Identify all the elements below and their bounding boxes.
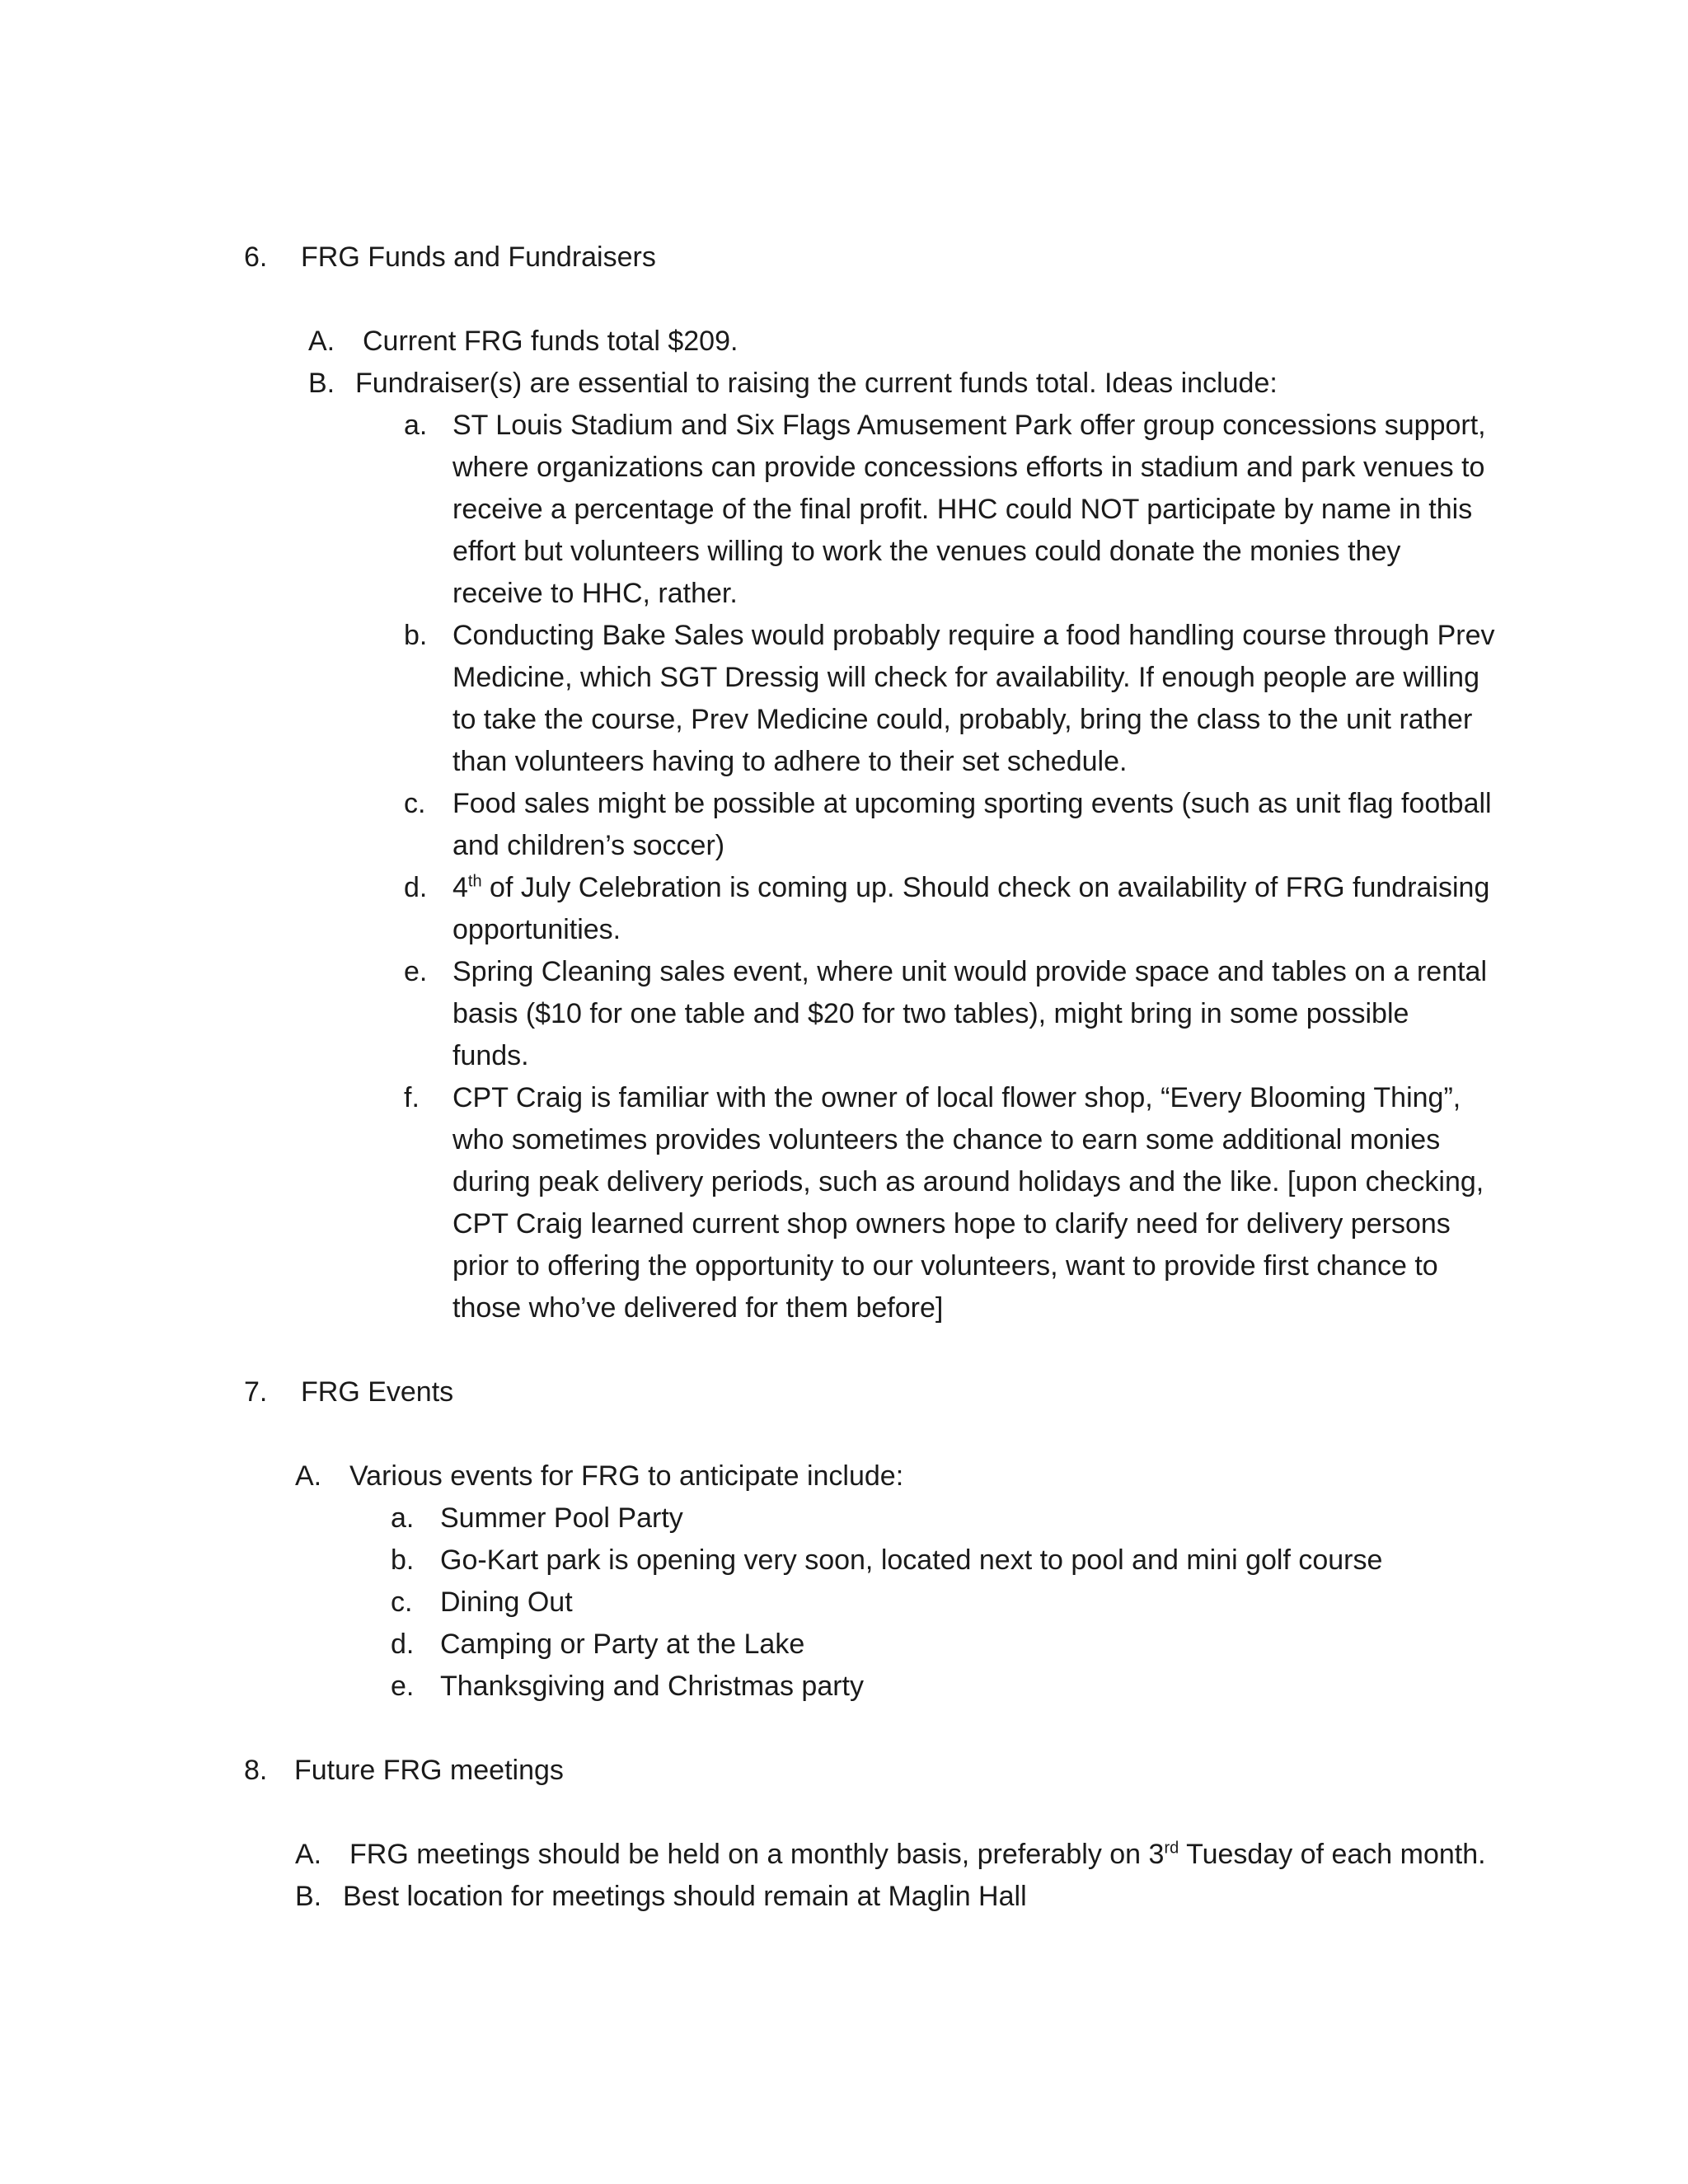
item-text-post: Tuesday of each month. (1179, 1839, 1486, 1870)
item-letter: A. (295, 1839, 322, 1870)
item-text: Fundraiser(s) are essential to raising the current funds total. Ideas include: (355, 368, 1278, 399)
subitem-line (452, 867, 1489, 909)
ordinal-suffix: rd (1164, 1839, 1179, 1858)
subitem-line: funds. (452, 1040, 529, 1071)
section-title: FRG Events (301, 1376, 454, 1408)
ordinal-suffix: th (467, 872, 482, 891)
section-title: Future FRG meetings (294, 1755, 564, 1786)
subitem-text: Thanksgiving and Christmas party (440, 1671, 865, 1702)
subitem-letter: c. (391, 1586, 413, 1618)
item-text: Current FRG funds total $209. (363, 326, 738, 357)
subitem-letter: f. (404, 1082, 420, 1113)
subitem-text: Summer Pool Party (440, 1502, 683, 1534)
item-text: Best location for meetings should remain at Maglin Hall (343, 1881, 1027, 1912)
subitem-line: CPT Craig is familiar with the owner of local flower shop, “Every Blooming Thing”, (452, 1082, 1461, 1113)
subitem-line: CPT Craig learned current shop owners hope to clarify need for delivery persons (452, 1208, 1451, 1240)
item-letter: B. (308, 368, 335, 399)
subitem-line: to take the course, Prev Medicine could, probably, bring the class to the unit rather (452, 704, 1473, 735)
subitem-line: prior to offering the opportunity to our volunteers, want to provide first chance to (452, 1250, 1438, 1282)
subitem-text: Go-Kart park is opening very soon, located next to pool and mini golf course (440, 1544, 1383, 1576)
item-letter: A. (308, 326, 335, 357)
subitem-letter: b. (391, 1544, 415, 1576)
subitem-line: than volunteers having to adhere to their set schedule. (452, 746, 1128, 777)
subitem-letter: c. (404, 788, 426, 819)
subitem-letter: b. (404, 620, 428, 651)
subitem-line: ST Louis Stadium and Six Flags Amusement Park offer group concessions support, (452, 410, 1486, 441)
subitem-line: where organizations can provide concessions efforts in stadium and park venues to (452, 452, 1485, 483)
subitem-letter: e. (391, 1671, 415, 1702)
subitem-line: Conducting Bake Sales would probably require a food handling course through Prev (452, 620, 1495, 651)
subitem-letter: a. (391, 1502, 415, 1534)
subitem-text: Dining Out (440, 1586, 573, 1618)
section-title: FRG Funds and Fundraisers (301, 241, 656, 273)
subitem-letter: d. (391, 1629, 415, 1660)
subitem-letter: a. (404, 410, 428, 441)
subitem-text: Camping or Party at the Lake (440, 1629, 805, 1660)
subitem-line: Food sales might be possible at upcoming sporting events (such as unit flag football (452, 788, 1492, 819)
subitem-letter: e. (404, 956, 428, 987)
item-text (349, 1834, 1486, 1876)
subitem-line: during peak delivery periods, such as around holidays and the like. [upon checking, (452, 1166, 1484, 1197)
item-text: Various events for FRG to anticipate include: (349, 1460, 904, 1492)
item-letter: A. (295, 1460, 322, 1492)
subitem-line: Spring Cleaning sales event, where unit would provide space and tables on a rental (452, 956, 1488, 987)
item-letter: B. (295, 1881, 322, 1912)
subitem-letter: d. (404, 872, 428, 903)
subitem-line: effort but volunteers willing to work the venues could donate the monies they (452, 536, 1401, 567)
subitem-line: Medicine, which SGT Dressig will check for availability. If enough people are willing (452, 662, 1479, 693)
subitem-line: those who’ve delivered for them before] (452, 1292, 944, 1324)
subitem-line: who sometimes provides volunteers the chance to earn some additional monies (452, 1124, 1441, 1155)
subitem-line: receive a percentage of the final profit. HHC could NOT participate by name in this (452, 494, 1473, 525)
section-number: 7. (244, 1376, 268, 1408)
subitem-line: basis ($10 for one table and $20 for two tables), might bring in some possible (452, 998, 1409, 1029)
subitem-line: and children’s soccer) (452, 830, 725, 861)
section-number: 8. (244, 1755, 268, 1786)
section-number: 6. (244, 241, 268, 273)
subitem-line: receive to HHC, rather. (452, 578, 738, 609)
subitem-line: opportunities. (452, 914, 621, 945)
item-text-pre: FRG meetings should be held on a monthly basis, preferably on 3 (349, 1839, 1165, 1870)
subitem-text-pre: 4 (452, 872, 468, 903)
subitem-text-post: of July Celebration is coming up. Should check on availability of FRG fundraising (481, 872, 1490, 903)
